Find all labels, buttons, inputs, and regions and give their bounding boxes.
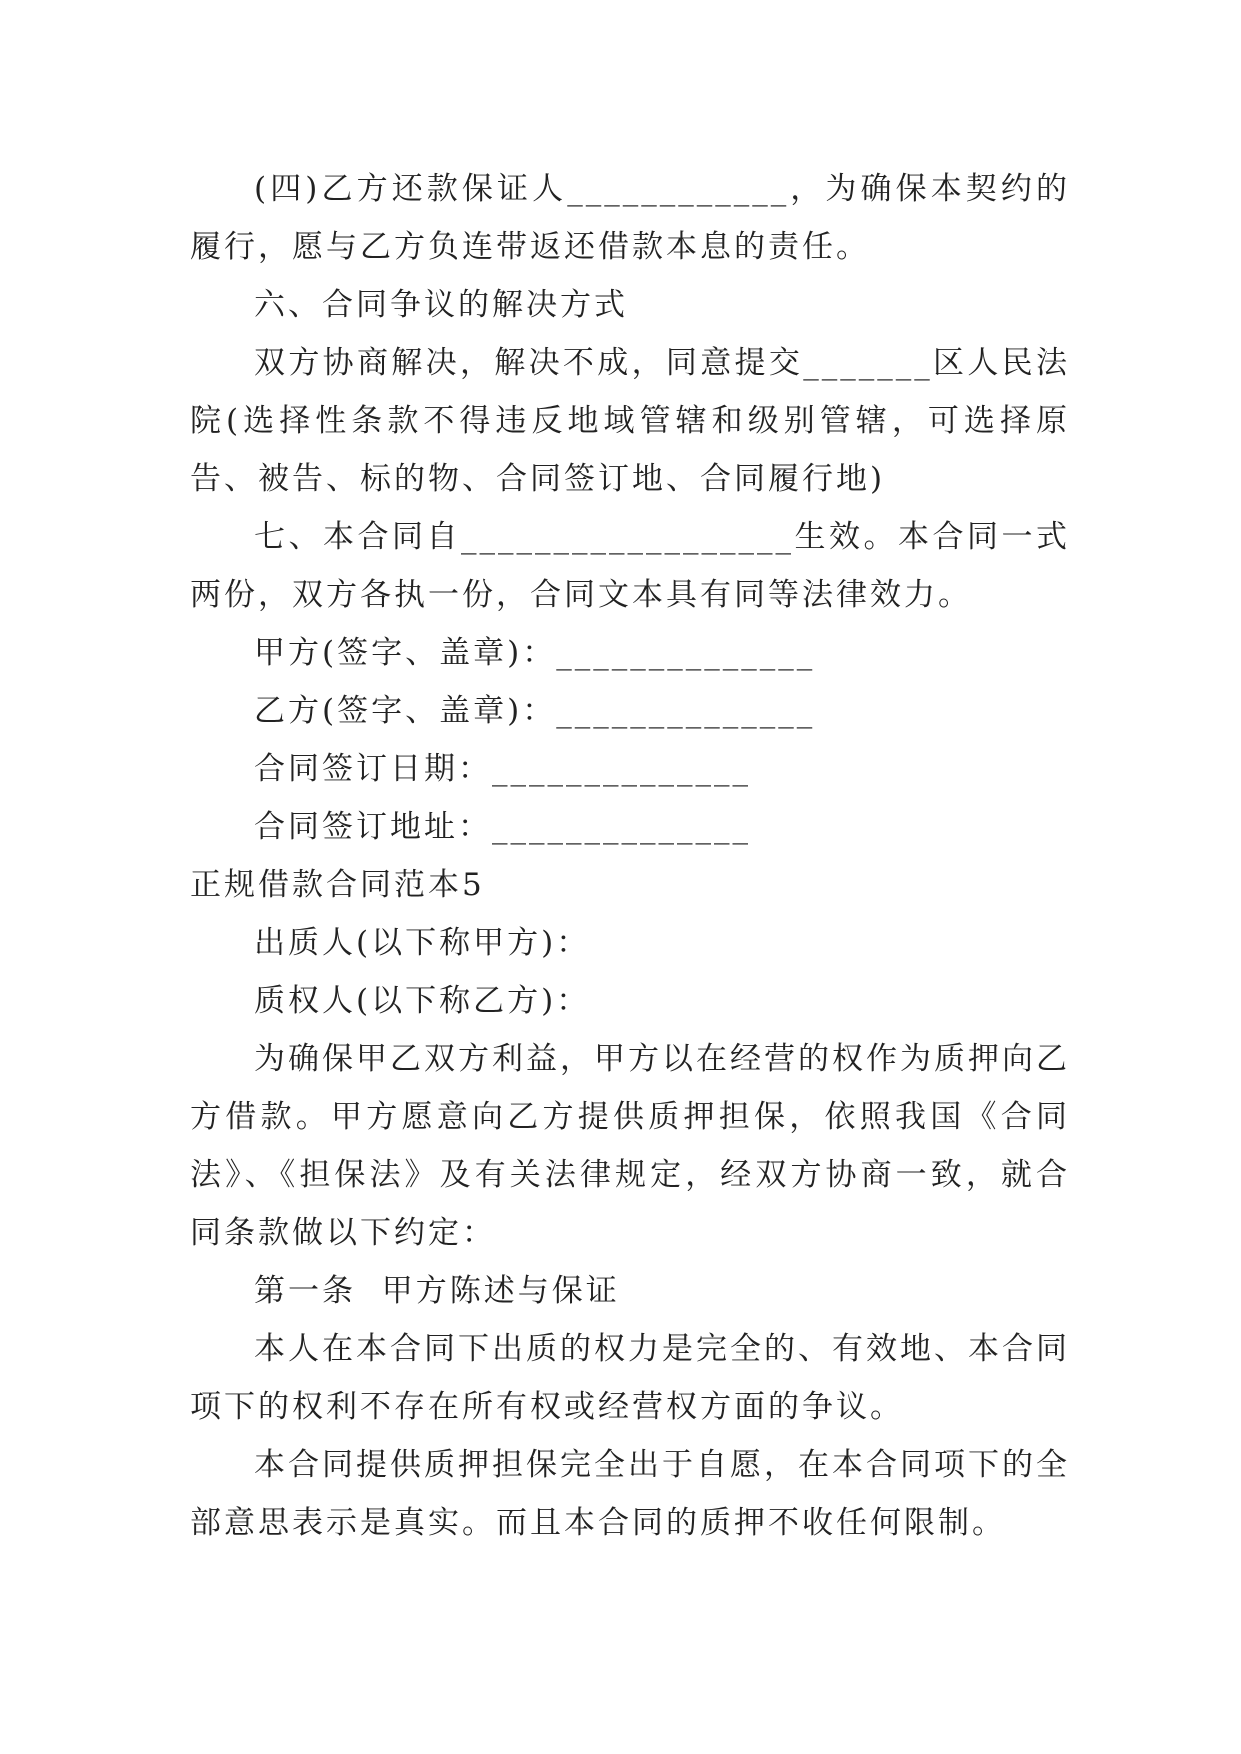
document-title-template-5: 正规借款合同范本5 — [190, 867, 485, 903]
paragraph-preamble: 为确保甲乙双方利益，甲方以在经营的权作为质押向乙方借款。甲方愿意向乙方提供质押担保，依照我国《合同法》、《担保法》及有关法律规定，经双方协商一致，就合同条款做以下约定： — [190, 1041, 1070, 1251]
paragraph-rights-statement: 本人在本合同下出质的权力是完全的、有效地、本合同项下的权利不存在所有权或经营权方面的争议。 — [190, 1331, 1070, 1425]
paragraph-guarantor: (四)乙方还款保证人____________，为确保本契约的履行，愿与乙方负连带返还借款本息的责任。 — [190, 171, 1070, 265]
paragraph-effective: 七、本合同自__________________生效。本合同一式两份，双方各执一份，合同文本具有同等法律效力。 — [190, 519, 1070, 613]
document-body — [190, 160, 1070, 1552]
pledgor-line: 出质人(以下称甲方)： — [254, 925, 591, 961]
signature-party-b: 乙方(签字、盖章)：______________ — [254, 693, 816, 729]
section-heading-dispute: 六、合同争议的解决方式 — [254, 287, 628, 323]
signing-date: 合同签订日期：______________ — [254, 751, 751, 787]
pledgee-line: 质权人(以下称乙方)： — [254, 983, 591, 1019]
article-1-heading: 第一条 甲方陈述与保证 — [254, 1273, 620, 1309]
paragraph-dispute-resolution: 双方协商解决，解决不成，同意提交_______区人民法院(选择性条款不得违反地域管辖和级别管辖，可选择原告、被告、标的物、合同签订地、合同履行地) — [190, 345, 1070, 497]
signing-address: 合同签订地址：______________ — [254, 809, 751, 845]
signature-party-a: 甲方(签字、盖章)：______________ — [254, 635, 816, 671]
paragraph-voluntary-pledge: 本合同提供质押担保完全出于自愿，在本合同项下的全部意思表示是真实。而且本合同的质押不收任何限制。 — [190, 1447, 1070, 1541]
